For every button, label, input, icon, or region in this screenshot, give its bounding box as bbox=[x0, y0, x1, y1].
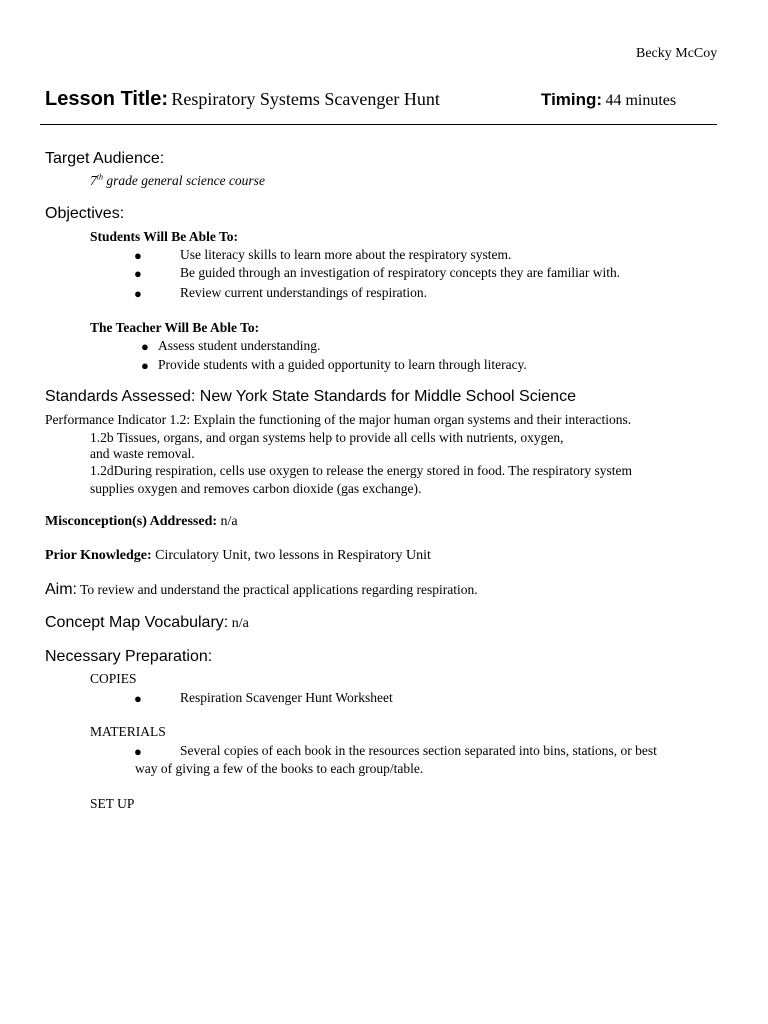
list-item: Be guided through an investigation of respiratory concepts they are familiar with. bbox=[180, 265, 621, 280]
materials-heading: MATERIALS bbox=[90, 724, 166, 739]
list-item: Respiration Scavenger Hunt Worksheet bbox=[180, 690, 393, 705]
standards-heading: Standards Assessed: New York State Standards for Middle School Science bbox=[45, 388, 576, 405]
timing bbox=[541, 90, 676, 110]
bullet-icon: ● bbox=[134, 691, 142, 706]
concept-map-value: n/a bbox=[228, 616, 249, 631]
preparation-heading: Necessary Preparation: bbox=[45, 648, 213, 665]
bullet-icon: ● bbox=[134, 266, 142, 281]
prior-knowledge-label: Prior Knowledge: bbox=[45, 548, 152, 563]
lesson-title-value: Respiratory Systems Scavenger Hunt bbox=[171, 89, 440, 109]
objectives-heading: Objectives: bbox=[45, 205, 125, 222]
materials-line2: way of giving a few of the books to each group/table. bbox=[135, 761, 424, 776]
standard-1-2b-line2: and waste removal. bbox=[90, 446, 195, 461]
list-item: Provide students with a guided opportunity to learn through literacy. bbox=[158, 357, 527, 372]
setup-heading: SET UP bbox=[90, 796, 135, 811]
target-audience-value: 7th grade general science course bbox=[90, 172, 265, 188]
bullet-icon: ● bbox=[141, 339, 149, 354]
aim-label: Aim: bbox=[45, 581, 77, 598]
bullet-icon: ● bbox=[134, 744, 142, 759]
standard-1-2d-line2: supplies oxygen and removes carbon dioxide (gas exchange). bbox=[90, 481, 422, 496]
teacher-heading: The Teacher Will Be Able To: bbox=[90, 320, 260, 335]
concept-map bbox=[45, 614, 249, 632]
misconceptions-value: n/a bbox=[217, 514, 238, 529]
list-item: Review current understandings of respiration. bbox=[180, 285, 428, 300]
lesson-title bbox=[45, 88, 440, 111]
misconceptions-label: Misconception(s) Addressed: bbox=[45, 514, 218, 529]
bullet-icon: ● bbox=[134, 248, 142, 263]
concept-map-label: Concept Map Vocabulary: bbox=[45, 614, 229, 631]
list-item: Assess student understanding. bbox=[158, 338, 321, 353]
header-rule bbox=[40, 124, 717, 125]
misconceptions bbox=[45, 514, 238, 530]
copies-heading: COPIES bbox=[90, 671, 137, 686]
lesson-title-label: Lesson Title: bbox=[45, 88, 168, 110]
timing-value: 44 minutes bbox=[605, 92, 677, 109]
bullet-icon: ● bbox=[134, 286, 142, 301]
author-name: Becky McCoy bbox=[636, 46, 718, 61]
timing-label: Timing: bbox=[541, 90, 603, 109]
aim-value: To review and understand the practical applications regarding respiration. bbox=[77, 582, 478, 597]
materials-line1: Several copies of each book in the resources section separated into bins, stations, or best bbox=[180, 743, 657, 758]
bullet-icon: ● bbox=[141, 358, 149, 373]
standard-1-2d-line1: 1.2dDuring respiration, cells use oxygen to release the energy stored in food. The respiratory system bbox=[90, 463, 632, 478]
prior-knowledge-value: Circulatory Unit, two lessons in Respiratory Unit bbox=[151, 548, 431, 563]
list-item: Use literacy skills to learn more about the respiratory system. bbox=[180, 247, 512, 262]
target-audience-heading: Target Audience: bbox=[45, 150, 165, 167]
students-heading: Students Will Be Able To: bbox=[90, 229, 239, 244]
prior-knowledge bbox=[45, 548, 431, 564]
aim bbox=[45, 581, 478, 599]
standard-1-2b-line1: 1.2b Tissues, organs, and organ systems help to provide all cells with nutrients, oxygen, bbox=[90, 430, 564, 445]
performance-indicator: Performance Indicator 1.2: Explain the functioning of the major human organ systems and their interactions. bbox=[45, 412, 632, 427]
